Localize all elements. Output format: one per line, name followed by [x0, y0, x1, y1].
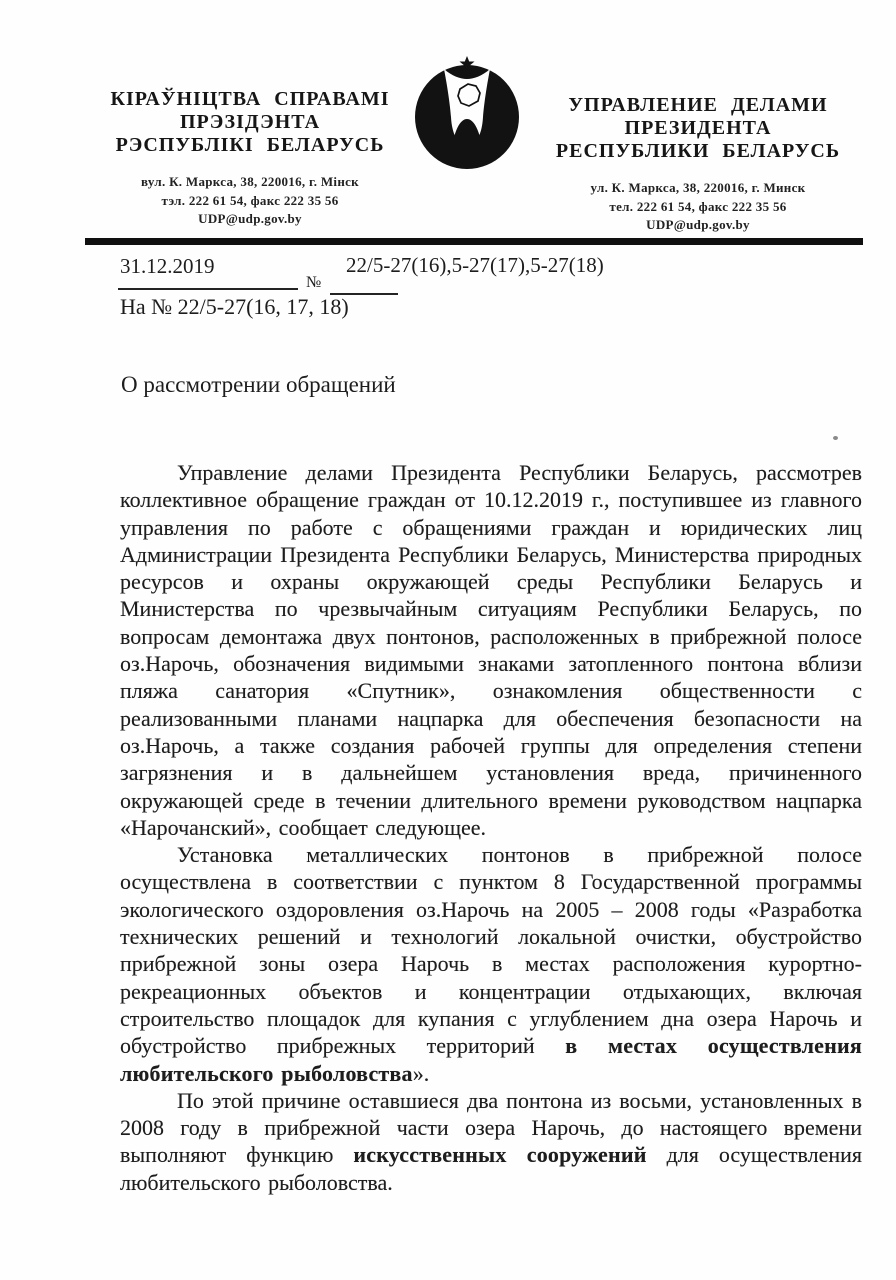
org-name-line: УПРАВЛЕНИЕ ДЕЛАМИ [568, 94, 828, 116]
email-line: UDP@udp.gov.by [646, 217, 750, 232]
reply-to-number: На № 22/5-27(16, 17, 18) [120, 294, 349, 319]
paragraph-text: Управление делами Президента Республики Беларусь, рассмотрев коллективное обращение граждан от 10.12.2019 г., поступившее из главного управления по работе с обращениями граждан и юридических лиц Администрации Президента Республики Беларусь, Министерства природных ресурсов и охраны окружающей среды Республики Беларусь и Министерства по чрезвычайным ситуациям Республики Беларусь, по вопросам демонтажа двух понтонов, расположенных в прибрежной полосе оз.Нарочь, обозначения видимыми знаками затопленного понтона вблизи пляжа санатория «Спутник», ознакомления общественности с реализованными планами нацпарка для обеспечения безопасности на оз.Нарочь, а также создания рабочей группы для определения степени загрязнения и в дальнейшем установления вреда, причиненного окружающей среде в течении длительного времени руководством нацпарка «Нарочанский», сообщает следующее. [120, 460, 862, 840]
state-emblem [408, 54, 528, 174]
letter-date: 31.12.2019 [120, 254, 215, 278]
letterhead-right-russian [533, 94, 863, 235]
address-line: ул. К. Маркса, 38, 220016, г. Минск [590, 180, 806, 195]
address-line: тел. 222 61 54, факс 222 35 56 [609, 198, 787, 214]
body-paragraph [120, 1087, 862, 1196]
org-name-line: РЕСПУБЛИКИ БЕЛАРУСЬ [555, 140, 841, 162]
email-line: UDP@udp.gov.by [198, 211, 302, 226]
body-paragraph [120, 841, 862, 1087]
reference-block [118, 252, 738, 322]
subject-line: О рассмотрении обращений [121, 372, 396, 397]
date-underline [118, 288, 298, 290]
address-block [85, 173, 415, 229]
outgoing-number: 22/5-27(16),5-27(17),5-27(18) [346, 253, 604, 277]
address-line: вул. К. Маркса, 38, 220016, г. Мінск [141, 174, 359, 189]
address-line: тэл. 222 61 54, факс 222 35 56 [161, 192, 339, 208]
paragraph-text: ». [412, 1060, 430, 1086]
org-name-line: РЭСПУБЛІКІ БЕЛАРУСЬ [115, 134, 385, 156]
address-block [533, 179, 863, 235]
paragraph-text: Установка металлических понтонов в прибрежной полосе осуществлена в соответствии с пунктом 8 Государственной программы экологического оздоровления оз.Нарочь на 2005 – 2008 годы «Разработка технических решений и технологий локальной очистки, обустройство прибрежной зоны озера Нарочь в местах расположения курортно-рекреационных объектов и концентрации отдыхающих, включая строительство площадок для купания с углублением дна озера Нарочь и обустройство прибрежных территорий [120, 842, 862, 1059]
header-divider-rule [85, 238, 863, 245]
org-name-line: ПРЕЗИДЕНТА [624, 117, 772, 139]
letterhead-left-belarusian [85, 88, 415, 229]
paragraph-text: для осуществления любительского рыболовства. [120, 1142, 863, 1195]
org-name-line: ПРЭЗІДЭНТА [179, 111, 321, 133]
org-name-line: КІРАЎНІЦТВА СПРАВАМІ [110, 88, 390, 110]
scan-artifact-speck [833, 436, 838, 440]
body-paragraph [120, 459, 862, 841]
belarus-coat-of-arms-icon [408, 54, 528, 174]
paragraph-bold-text: искусственных сооружений [353, 1142, 647, 1168]
paragraph-bold-text: в местах осуществления любительского рыболовства [120, 1033, 862, 1086]
number-sign: № [306, 274, 322, 291]
letter-body [120, 459, 862, 1196]
paragraph-text: По этой причине оставшиеся два понтона из восьми, установленных в 2008 году в прибрежной части озера Нарочь, до настоящего времени выполняют функцию [120, 1087, 862, 1168]
